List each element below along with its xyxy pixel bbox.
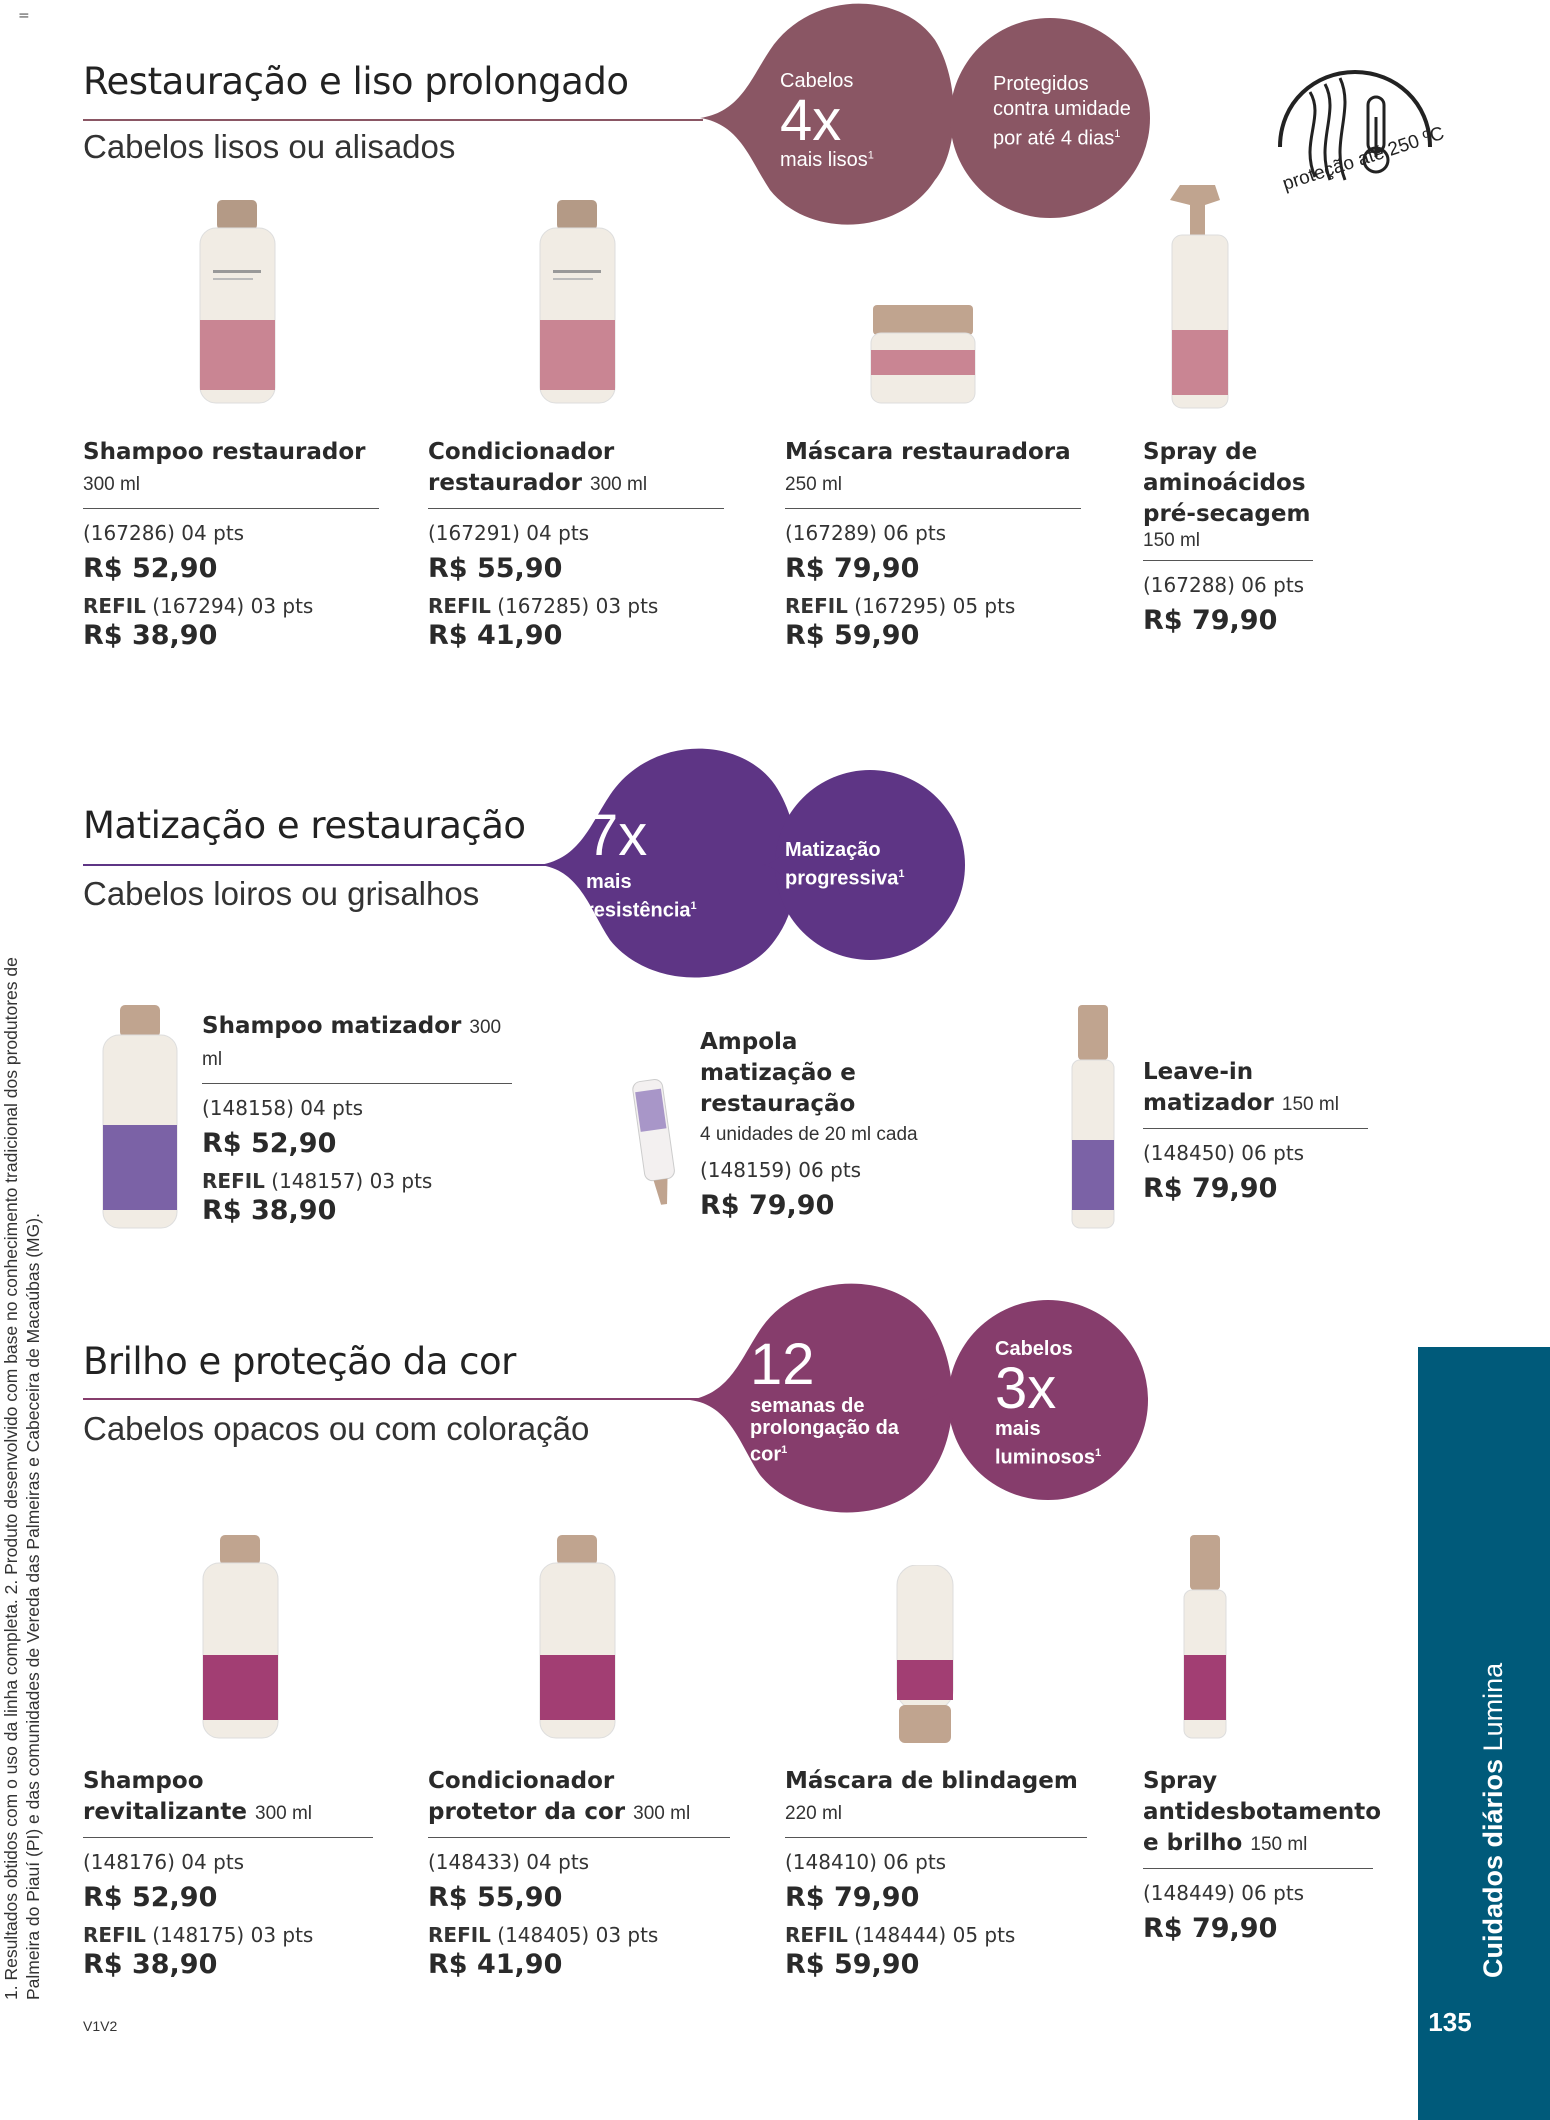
refil-code: (167295) 05 pts <box>854 594 1016 618</box>
page-number: 135 <box>1428 2007 1472 2037</box>
product-volume: 300 ml <box>255 1803 313 1824</box>
product-volume: 300 ml <box>202 1017 502 1070</box>
heat-protection-label: proteção até 250 ºC <box>1280 122 1447 195</box>
product-image-ampola-matizacao <box>630 1075 680 1210</box>
refil-label: REFIL <box>785 594 848 618</box>
product-condicionador-restaurador <box>428 437 724 651</box>
refil-price: R$ 38,90 <box>202 1195 337 1226</box>
product-image-condicionador-protetor <box>535 1535 620 1740</box>
product-image-condicionador-restaurador <box>535 200 620 405</box>
section-1-badge-1-sup: 1 <box>867 149 874 162</box>
product-price: R$ 79,90 <box>1143 1913 1278 1944</box>
refil-label: REFIL <box>428 1923 491 1947</box>
product-image-shampoo-revitalizante <box>198 1535 283 1740</box>
refil-price: R$ 59,90 <box>785 620 920 651</box>
section-1-badge-2 <box>993 72 1143 152</box>
product-price: R$ 79,90 <box>1143 1173 1278 1204</box>
product-code: (148159) 06 pts <box>700 1158 862 1182</box>
product-price: R$ 52,90 <box>83 553 218 584</box>
product-name: Condicionador protetor da cor <box>428 1768 626 1825</box>
product-price: R$ 52,90 <box>83 1882 218 1913</box>
product-code: (148450) 06 pts <box>1143 1141 1305 1165</box>
section-1-subtitle: Cabelos lisos ou alisados <box>83 128 456 165</box>
product-code: (148158) 04 pts <box>202 1096 364 1120</box>
product-code: (148410) 06 pts <box>785 1850 947 1874</box>
section-1-badge-1-big: 4x <box>780 88 842 153</box>
sidebar-brand: Lumina <box>1478 1662 1508 1752</box>
section-3-subtitle: Cabelos opacos ou com coloração <box>83 1410 590 1447</box>
product-name: Máscara de blindagem <box>785 1768 1078 1794</box>
product-leave-in-matizador <box>1143 1057 1368 1204</box>
product-price: R$ 52,90 <box>202 1128 337 1159</box>
footnote-text: 1. Resultados obtidos com o uso da linha completa. 2. Produto desenvolvido com base no conhecimento tradicional dos produtores de Palmeira do Piauí (PI) e das comunidades de Vereda das Palmeiras e Cabeceira de Macaúbas (MG). <box>1 957 43 2000</box>
product-code: (167289) 06 pts <box>785 521 947 545</box>
section-1-title: Restauração e liso prolongado <box>83 60 629 103</box>
product-code: (148449) 06 pts <box>1143 1881 1305 1905</box>
refil-price: R$ 59,90 <box>785 1949 920 1980</box>
product-mascara-blindagem <box>785 1766 1087 1980</box>
product-image-mascara-blindagem <box>895 1565 955 1745</box>
product-code: (167291) 04 pts <box>428 521 590 545</box>
product-volume: 250 ml <box>785 474 843 495</box>
product-name: Spray de aminoácidos pré-secagem <box>1143 439 1311 527</box>
section-3-badge-2-text: mais luminosos <box>995 1418 1096 1469</box>
product-shampoo-matizador <box>202 1011 512 1226</box>
refil-price: R$ 41,90 <box>428 620 563 651</box>
refil-code: (148405) 03 pts <box>497 1923 659 1947</box>
product-volume: 150 ml <box>1281 1094 1339 1115</box>
section-1-badge-1 <box>780 70 874 172</box>
refil-label: REFIL <box>83 594 146 618</box>
refil-code: (148175) 03 pts <box>152 1923 314 1947</box>
product-price: R$ 79,90 <box>785 553 920 584</box>
section-1-badge-1-small: Cabelos <box>780 70 854 92</box>
refil-price: R$ 38,90 <box>83 1949 218 1980</box>
product-volume: 150 ml <box>1250 1834 1308 1855</box>
product-image-shampoo-matizador <box>100 1005 180 1230</box>
section-3-badge-2-big: 3x <box>995 1356 1057 1421</box>
section-2-title: Matização e restauração <box>83 804 526 847</box>
refil-code: (148157) 03 pts <box>271 1169 433 1193</box>
product-code: (148176) 04 pts <box>83 1850 245 1874</box>
refil-price: R$ 38,90 <box>83 620 218 651</box>
section-2-badge-1-text: mais resistência <box>586 871 691 922</box>
refil-label: REFIL <box>428 594 491 618</box>
section-1-badge-2-sup: 1 <box>1114 128 1121 140</box>
product-name: Shampoo matizador <box>202 1013 462 1039</box>
product-price: R$ 79,90 <box>1143 605 1278 636</box>
refil-code: (167294) 03 pts <box>152 594 314 618</box>
refil-label: REFIL <box>202 1169 265 1193</box>
section-3-badge-1-big: 12 <box>750 1332 815 1397</box>
refil-code: (148444) 05 pts <box>854 1923 1016 1947</box>
refil-price: R$ 41,90 <box>428 1949 563 1980</box>
product-spray-aminoacidos <box>1143 437 1313 636</box>
product-volume: 4 unidades de 20 ml cada <box>700 1124 918 1145</box>
product-image-mascara-restauradora <box>868 305 978 405</box>
section-2-badge-2 <box>785 838 935 891</box>
product-ampola-matizacao <box>700 1027 950 1221</box>
section-2-subtitle: Cabelos loiros ou grisalhos <box>83 875 480 912</box>
product-image-spray-aminoacidos <box>1160 180 1240 410</box>
product-spray-antidesbotamento <box>1143 1766 1382 1944</box>
section-2-badge-1 <box>586 803 726 923</box>
product-shampoo-restaurador <box>83 437 379 651</box>
sidebar-label <box>1478 1538 1509 1978</box>
refil-code: (167285) 03 pts <box>497 594 659 618</box>
product-code: (167286) 04 pts <box>83 521 245 545</box>
product-price: R$ 55,90 <box>428 1882 563 1913</box>
section-2-rule <box>83 864 563 866</box>
product-volume: 300 ml <box>590 474 648 495</box>
product-image-leave-in-matizador <box>1068 1005 1118 1230</box>
product-name: Shampoo restaurador <box>83 439 366 465</box>
product-price: R$ 55,90 <box>428 553 563 584</box>
section-3-badge-1-text: semanas de prolongação da cor <box>750 1395 899 1466</box>
section-3-badge-2-small: Cabelos <box>995 1338 1073 1360</box>
refil-label: REFIL <box>83 1923 146 1947</box>
section-2-badge-1-big: 7x <box>586 803 648 868</box>
section-1-rule <box>83 119 703 121</box>
product-name: Shampoo revitalizante <box>83 1768 247 1825</box>
product-code: (148433) 04 pts <box>428 1850 590 1874</box>
section-3-badge-1 <box>750 1332 925 1466</box>
product-condicionador-protetor <box>428 1766 730 1980</box>
product-volume: 220 ml <box>785 1803 843 1824</box>
product-name: Máscara restauradora <box>785 439 1071 465</box>
product-name: Leave-in matizador <box>1143 1059 1274 1116</box>
section-1-badge-2-text: Protegidos contra umidade por até 4 dias <box>993 73 1131 150</box>
top-mark: = <box>18 8 30 24</box>
section-3-rule <box>83 1398 703 1400</box>
product-volume: 300 ml <box>83 474 141 495</box>
product-shampoo-revitalizante <box>83 1766 373 1980</box>
section-2-badge-2-sup: 1 <box>898 868 905 880</box>
product-volume: 300 ml <box>633 1803 691 1824</box>
product-name: Ampola matização e restauração <box>700 1029 856 1117</box>
refil-label: REFIL <box>785 1923 848 1947</box>
product-name: Condicionador restaurador <box>428 439 615 496</box>
section-3-title: Brilho e proteção da cor <box>83 1340 516 1383</box>
product-price: R$ 79,90 <box>700 1190 835 1221</box>
product-price: R$ 79,90 <box>785 1882 920 1913</box>
product-mascara-restauradora <box>785 437 1081 651</box>
section-3-badge-2-sup: 1 <box>1095 1447 1102 1459</box>
product-code: (167288) 06 pts <box>1143 573 1305 597</box>
section-2-badge-2-text: Matização progressiva <box>785 839 899 890</box>
sidebar-category: Cuidados diários <box>1478 1758 1508 1978</box>
footnote <box>0 890 46 2000</box>
section-2-badge-1-sup: 1 <box>690 900 697 912</box>
section-3-badge-2 <box>995 1338 1135 1470</box>
section-3-badge-1-sup: 1 <box>781 1444 788 1456</box>
product-image-spray-antidesbotamento <box>1180 1535 1230 1740</box>
product-volume: 150 ml <box>1143 530 1201 551</box>
section-1-badge-1-text: mais lisos <box>780 149 868 171</box>
version-label: V1V2 <box>83 2018 118 2034</box>
product-image-shampoo-restaurador <box>195 200 280 405</box>
product-name: Spray antidesbotamento e brilho <box>1143 1768 1382 1856</box>
